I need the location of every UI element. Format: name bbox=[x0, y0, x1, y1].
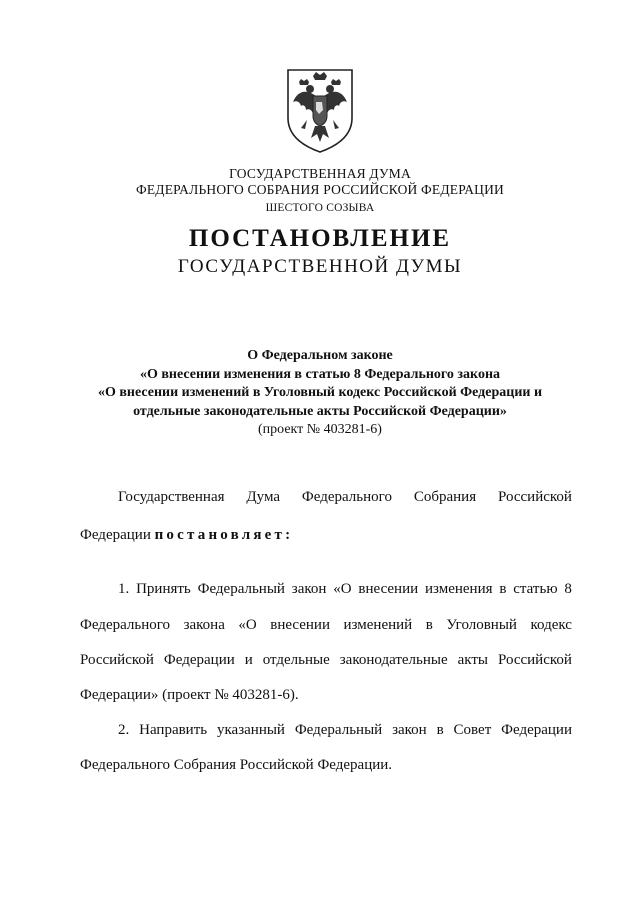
intro-line-1-word: Федерального bbox=[301, 489, 392, 505]
item-1-line-3-word: и bbox=[244, 652, 253, 668]
intro-line-1-word: Российской bbox=[498, 489, 572, 505]
header-line-convocation: ШЕСТОГО СОЗЫВА bbox=[265, 202, 375, 214]
item-2-line-1-word: закон bbox=[392, 722, 427, 738]
item-2-line-1 bbox=[80, 721, 572, 739]
item-1-line-2-word: «О bbox=[238, 617, 257, 633]
item-1-line-1-word: закон bbox=[291, 581, 327, 597]
item-1-line-3-word: Федерации bbox=[163, 652, 235, 668]
subject-line-2: «О внесении изменения в статью 8 Федерального закона bbox=[139, 367, 501, 382]
item-1-line-2-word: Уголовный bbox=[446, 617, 517, 633]
item-1-line-1-word: 8 bbox=[564, 581, 572, 597]
item-1-line-1-word: Федеральный bbox=[197, 581, 285, 597]
intro-line-2-start: Федерации bbox=[80, 527, 151, 543]
subject-line-3: «О внесении изменений в Уголовный кодекс Российской Федерации и bbox=[97, 385, 543, 400]
item-1-line-1-word: Принять bbox=[136, 581, 191, 597]
intro-decision-word: постановляет: bbox=[154, 527, 294, 543]
item-1-line-1-word: «О bbox=[333, 581, 352, 597]
intro-line-1-word: Дума bbox=[246, 489, 281, 505]
item-1-line-1-word: 1. bbox=[118, 581, 130, 597]
item-1-line-3-word: законодательные bbox=[339, 652, 448, 668]
item-1-line-2-word: в bbox=[425, 617, 433, 633]
item-1-line-3-word: Российской bbox=[497, 652, 572, 668]
item-2-line-1-word: Совет bbox=[453, 722, 492, 738]
item-1-line-3 bbox=[80, 651, 572, 669]
subject-line-1: О Федеральном законе bbox=[247, 348, 393, 363]
item-1-line-1 bbox=[80, 580, 572, 598]
item-1-line-2-word: внесении bbox=[270, 617, 330, 633]
item-1-line-2 bbox=[80, 616, 572, 634]
item-1-line-2-word: изменений bbox=[343, 617, 413, 633]
item-2-line-1-word: 2. bbox=[118, 722, 130, 738]
document-subtitle: ГОСУДАРСТВЕННОЙ ДУМЫ bbox=[177, 256, 463, 277]
subject-line-4: отдельные законодательные акты Российской Федерации» bbox=[133, 404, 507, 419]
item-1-line-2-word: кодекс bbox=[530, 617, 572, 633]
item-1-line-3-word: Российской bbox=[80, 652, 154, 668]
russian-coat-of-arms-icon bbox=[285, 66, 355, 154]
document-title: ПОСТАНОВЛЕНИЕ bbox=[188, 225, 452, 252]
subject-project-number: (проект № 403281-6) bbox=[258, 422, 382, 437]
intro-line-2 bbox=[80, 526, 572, 544]
item-1-line-1-word: статью bbox=[513, 581, 558, 597]
item-2-line-2: Федерального Собрания Российской Федерации. bbox=[80, 757, 393, 773]
item-1-line-1-word: внесении bbox=[358, 581, 419, 597]
header-line-federal-assembly: ФЕДЕРАЛЬНОГО СОБРАНИЯ РОССИЙСКОЙ ФЕДЕРАЦИИ bbox=[136, 182, 504, 197]
item-1-line-3-word: отдельные bbox=[262, 652, 330, 668]
item-1-line-2-word: Федерального bbox=[80, 617, 171, 633]
item-1-line-4: Федерации» (проект № 403281-6). bbox=[80, 687, 299, 703]
item-2-line-1-word: Направить bbox=[139, 722, 208, 738]
item-1-line-1-word: в bbox=[499, 581, 507, 597]
header-line-duma: ГОСУДАРСТВЕННАЯ ДУМА bbox=[229, 166, 411, 181]
item-1-line-2-word: закона bbox=[183, 617, 225, 633]
intro-line-1-word: Государственная bbox=[118, 489, 225, 505]
item-2-line-1-word: в bbox=[436, 722, 444, 738]
item-2-line-1-word: Федерации bbox=[501, 722, 572, 738]
item-1-line-3-word: акты bbox=[457, 652, 489, 668]
item-2-line-1-word: Федеральный bbox=[294, 722, 383, 738]
intro-line-1-word: Собрания bbox=[413, 489, 477, 505]
item-1-line-1-word: изменения bbox=[424, 581, 493, 597]
intro-line-1 bbox=[80, 488, 572, 506]
item-2-line-1-word: указанный bbox=[216, 722, 285, 738]
